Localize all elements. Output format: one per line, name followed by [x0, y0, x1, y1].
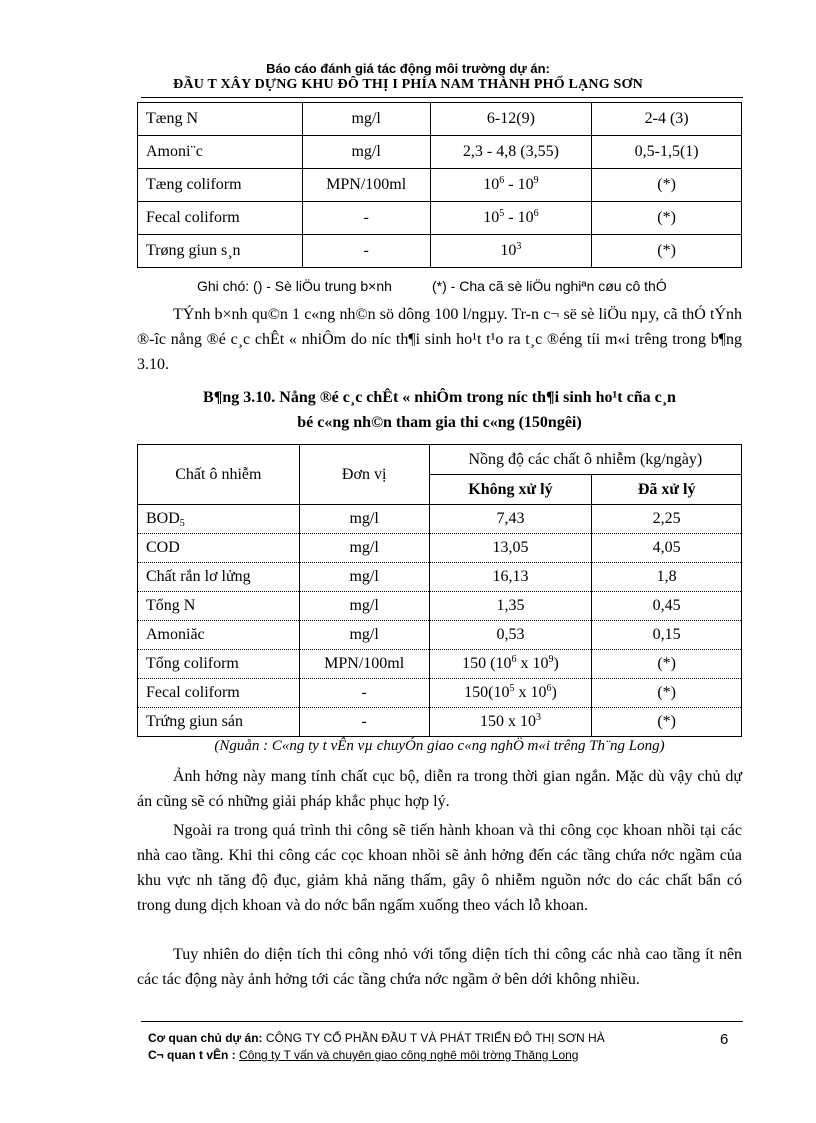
table-continued [137, 102, 742, 268]
footer-rule [141, 1021, 743, 1022]
cell-name: Tổng N [138, 592, 300, 621]
cell-untreated: $150(10^5$ x $10^6$) [429, 679, 592, 708]
header-pollutant: Chất ô nhiễm [138, 445, 300, 505]
table-row [138, 235, 742, 268]
table-row [138, 169, 742, 202]
cell-treated: 0,5-1,5(1) [592, 136, 742, 169]
cell-treated: (*) [592, 679, 742, 708]
table-row [138, 621, 742, 650]
note-average: Ghi chó: () - Sè liÖu trung b×nh [197, 278, 392, 294]
table-row [138, 534, 742, 563]
cell-untreated: 13,05 [429, 534, 592, 563]
table-caption-line2: bé c«ng nh©n tham gia thi c«ng (150ngêi) [297, 414, 582, 431]
paragraph-conclusion: Tuy nhiên do diện tích thi công nhỏ với tổng diện tích thi công các nhà cao tầng ít nên các tác động này ảnh hởng tới các tầng chứa nớc ngầm ở bên dới không nhiều. [137, 946, 742, 988]
table-row [138, 708, 742, 737]
cell-unit: mg/l [302, 103, 430, 136]
cell-name: Amoni¨c [138, 136, 303, 169]
cell-raw: 6-12(9) [430, 103, 592, 136]
cell-name: Amoniăc [138, 621, 300, 650]
paragraph-drilling: Ngoài ra trong quá trình thi công sẽ tiến hành khoan và thi công cọc khoan nhồi tại các nhà cao tầng. Khi thi công các cọc khoan nhồi sẽ ảnh hởng đến các tầng chứa nớc ngầm của khu vực nh tăng độ đục, giảm khả năng thấm, gây ô nhiễm nguồn nớc do các chất bẩn có trong dung dịch khoan và do nớc bẩn ngấm xuống theo vách lỗ khoan. [137, 822, 742, 914]
table-source: (Nguån : C«ng ty t vÊn vµ chuyÓn giao c«ng nghÖ m«i trêng Th¨ng Long) [214, 738, 665, 754]
cell-unit: mg/l [299, 592, 429, 621]
cell-untreated: 150 x $10^3$ [429, 708, 592, 737]
table-row [138, 202, 742, 235]
cell-raw: $10^3$ [430, 235, 592, 268]
cell-unit: MPN/100ml [302, 169, 430, 202]
cell-unit: mg/l [299, 621, 429, 650]
cell-untreated: 0,53 [429, 621, 592, 650]
cell-name: $BOD_5$ [138, 505, 300, 534]
table-caption-line1: B¶ng 3.10. Nång ®é c¸c chÊt « nhiÔm trong níc th¶i sinh ho¹t cña c¸n [203, 389, 676, 406]
cell-treated: (*) [592, 650, 742, 679]
cell-raw: 2,3 - 4,8 (3,55) [430, 136, 592, 169]
paragraph-impact: Ảnh hởng này mang tính chất cục bộ, diễn ra trong thời gian ngắn. Mặc dù vậy chủ dự án cũng sẽ có những giải pháp khắc phục hợp lý. [137, 768, 742, 810]
cell-untreated: 7,43 [429, 505, 592, 534]
cell-name: Tæng N [138, 103, 303, 136]
cell-unit: - [302, 202, 430, 235]
cell-treated: (*) [592, 202, 742, 235]
cell-name: Trøng giun s¸n [138, 235, 303, 268]
cell-unit: - [299, 708, 429, 737]
cell-name: Tổng coliform [138, 650, 300, 679]
cell-unit: mg/l [299, 534, 429, 563]
cell-unit: MPN/100ml [299, 650, 429, 679]
cell-raw: $10^5 - 10^6$ [430, 202, 592, 235]
cell-treated: (*) [592, 169, 742, 202]
header-unit: Đơn vị [299, 445, 429, 505]
table-row [138, 592, 742, 621]
cell-treated: 0,45 [592, 592, 742, 621]
table-row [138, 136, 742, 169]
table-row [138, 679, 742, 708]
cell-name: Trứng giun sán [138, 708, 300, 737]
cell-unit: - [302, 235, 430, 268]
note-no-data: (*) - Cha cã sè liÖu nghiªn cøu cô thÓ [432, 278, 667, 294]
cell-name: Tæng coliform [138, 169, 303, 202]
cell-untreated: 16,13 [429, 563, 592, 592]
cell-unit: - [299, 679, 429, 708]
cell-name: Chất rắn lơ lửng [138, 563, 300, 592]
cell-treated: 1,8 [592, 563, 742, 592]
cell-name: Fecal coliform [138, 202, 303, 235]
table-row [138, 505, 742, 534]
table-row [138, 103, 742, 136]
table-row [138, 650, 742, 679]
header-rule [141, 97, 743, 98]
header-concentration: Nồng độ các chất ô nhiễm (kg/ngày) [429, 445, 741, 475]
table-row [138, 563, 742, 592]
cell-raw: $10^6 - 10^9$ [430, 169, 592, 202]
cell-treated: 2-4 (3) [592, 103, 742, 136]
cell-treated: (*) [592, 708, 742, 737]
project-title: ĐẦU T XÂY DỰNG KHU ĐÔ THỊ I PHÍA NAM THÀNH PHỐ LẠNG SƠN [173, 77, 643, 92]
header-treated: Đã xử lý [592, 475, 742, 505]
footer-consultant: C¬ quan t vÊn : Công ty T vấn và chuyên giao công nghê môi trờng Thăng Long [148, 1048, 579, 1062]
cell-treated: (*) [592, 235, 742, 268]
page-number: 6 [720, 1031, 729, 1048]
footer-owner: Cơ quan chủ dự án: CÔNG TY CỔ PHẦN ĐẦU T VÀ PHÁT TRIỂN ĐÔ THỊ SƠN HÀ [148, 1031, 605, 1045]
cell-treated: 4,05 [592, 534, 742, 563]
cell-treated: 2,25 [592, 505, 742, 534]
cell-treated: 0,15 [592, 621, 742, 650]
pollutant-table [137, 444, 742, 737]
cell-name: COD [138, 534, 300, 563]
cell-untreated: 1,35 [429, 592, 592, 621]
paragraph-calc: TÝnh b×nh qu©n 1 c«ng nh©n sö dông 100 l/ngµy. Tr-n c¬ së sè liÖu nµy, cã thÓ tÝnh ®-îc nång ®é c¸c chÊt « nhiÔm do níc th¶i sinh ho¹t t¹o ra t¸c ®éng tíi m«i trêng trong b¶ng 3.10. [137, 306, 742, 373]
cell-unit: mg/l [299, 563, 429, 592]
cell-name: Fecal coliform [138, 679, 300, 708]
report-title: Báo cáo đánh giá tác động môi trường dự án: [266, 61, 550, 76]
cell-unit: mg/l [302, 136, 430, 169]
cell-unit: mg/l [299, 505, 429, 534]
table-header-row [138, 445, 742, 475]
header-untreated: Không xử lý [429, 475, 592, 505]
cell-untreated: 150 ($10^6$ x $10^9$) [429, 650, 592, 679]
